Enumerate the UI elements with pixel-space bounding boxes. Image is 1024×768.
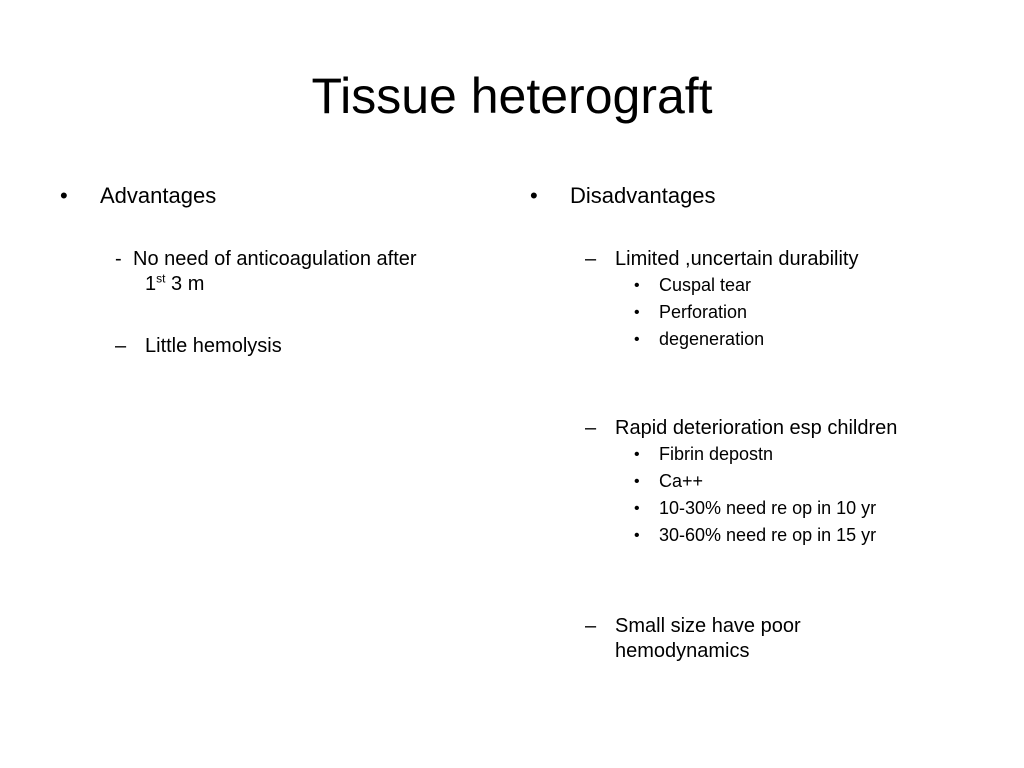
subitem-text: 30-60% need re op in 15 yr	[659, 525, 877, 545]
disadvantage-subitem	[530, 272, 970, 299]
advantage-num: 1	[145, 273, 157, 295]
subitem-text: Ca++	[659, 471, 704, 491]
disadvantage-subitem	[530, 495, 970, 522]
disadvantage-subitem	[530, 441, 970, 468]
bullet-icon: •	[530, 183, 538, 208]
subitem-text: degeneration	[659, 329, 765, 349]
advantage-text: Little hemolysis	[145, 335, 282, 357]
bullet-icon: •	[634, 277, 640, 294]
advantage-text-cont	[133, 273, 204, 295]
disadvantage-subitem	[530, 468, 970, 495]
dash-icon: –	[585, 417, 597, 439]
bullet-icon: •	[634, 331, 640, 348]
advantage-sup: st	[156, 271, 166, 286]
advantages-heading: Advantages	[100, 183, 217, 208]
dash-icon: –	[585, 248, 597, 270]
advantage-rest: 3 m	[165, 273, 205, 295]
advantages-column	[60, 180, 490, 359]
disadvantages-heading: Disadvantages	[570, 183, 716, 208]
disadvantage-text: Rapid deterioration esp children	[615, 417, 898, 439]
dash-icon: -	[115, 248, 122, 270]
disadvantage-text: Small size have poor	[615, 615, 801, 637]
disadvantage-subitem	[530, 326, 970, 353]
bullet-icon: •	[634, 473, 640, 490]
dash-icon: –	[115, 335, 127, 357]
dash-icon: –	[585, 615, 597, 637]
bullet-icon: •	[634, 446, 640, 463]
disadvantages-heading-item	[530, 180, 970, 212]
disadvantage-subitem	[530, 299, 970, 326]
subitem-text: Perforation	[659, 302, 748, 322]
disadvantages-column	[530, 180, 970, 664]
disadvantage-text: Limited ,uncertain durability	[615, 248, 859, 270]
advantages-heading-item	[60, 180, 490, 212]
bullet-icon: •	[60, 183, 68, 208]
disadvantage-item	[530, 614, 970, 664]
bullet-icon: •	[634, 500, 640, 517]
bullet-icon: •	[634, 304, 640, 321]
advantage-text: No need of anticoagulation after	[133, 248, 417, 270]
disadvantage-item	[530, 416, 970, 441]
slide-title: Tissue heterograft	[311, 68, 713, 124]
bullet-icon: •	[634, 527, 640, 544]
disadvantage-subitem	[530, 522, 970, 549]
advantage-item	[60, 334, 490, 359]
disadvantage-text-cont: hemodynamics	[615, 640, 750, 662]
advantage-item	[60, 247, 490, 297]
subitem-text: 10-30% need re op in 10 yr	[659, 498, 877, 518]
subitem-text: Cuspal tear	[659, 275, 752, 295]
disadvantage-item	[530, 247, 970, 272]
subitem-text: Fibrin depostn	[659, 444, 774, 464]
